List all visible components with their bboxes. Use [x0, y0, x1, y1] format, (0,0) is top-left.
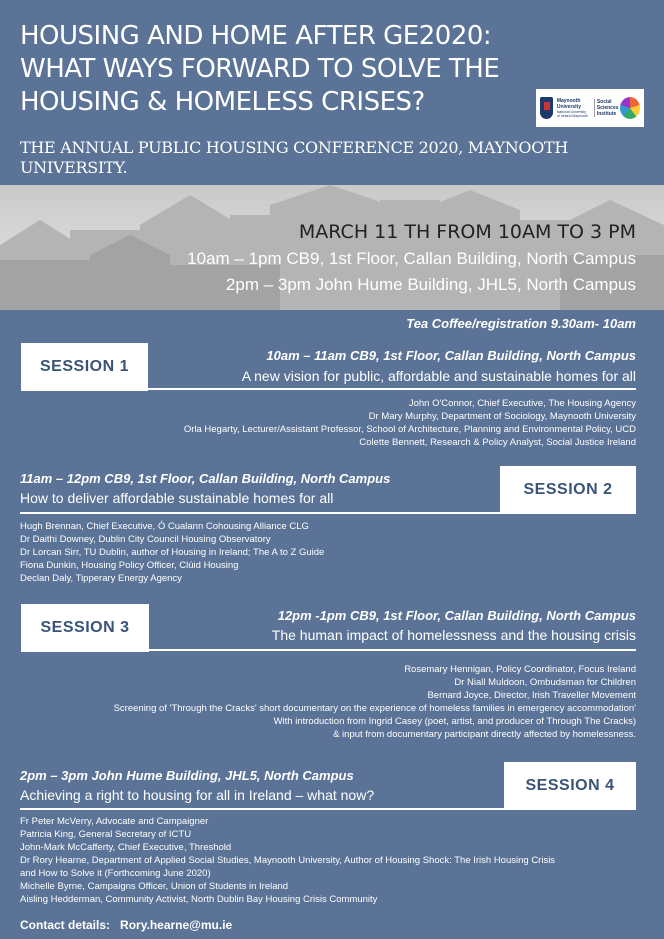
session-3-divider [149, 649, 636, 651]
session-4-time: 2pm – 3pm John Hume Building, JHL5, North Campus [20, 768, 354, 783]
speaker: Rosemary Hennigan, Policy Coordinator, Focus Ireland [404, 664, 636, 675]
speaker: and How to Solve it (Forthcoming June 2020) [20, 868, 211, 879]
session-1-topic: A new vision for public, affordable and sustainable homes for all [241, 368, 636, 384]
speaker: Orla Hegarty, Lecturer/Assistant Professor, School of Architecture, Planning and Environmental Policy, UCD [183, 424, 636, 435]
speaker: Dr Rory Hearne, Department of Applied Social Studies, Maynooth University, Author of Housing Shock: The Irish Housing Crisis [20, 855, 556, 866]
session-4-speakers [20, 815, 555, 906]
session-4-divider [20, 808, 504, 810]
title-line: HOUSING & HOMELESS CRISES? [20, 87, 425, 117]
speaker: With introduction from Ingrid Casey (poet, artist, and producer of Through The Cracks) [273, 716, 636, 727]
speaker: Dr Mary Murphy, Department of Sociology, Maynooth University [368, 411, 636, 422]
session-2-speakers [20, 520, 324, 585]
speaker: Aisling Hedderman, Community Activist, North Dublin Bay Housing Crisis Community [20, 894, 378, 905]
session-3-topic: The human impact of homelessness and the housing crisis [271, 627, 636, 643]
speaker: Screening of 'Through the Cracks' short documentary on the experience of homeless families in emergency accommodation' [113, 703, 636, 714]
speaker: Dr Niall Muldoon, Ombudsman for Children [454, 677, 636, 688]
subtitle: THE ANNUAL PUBLIC HOUSING CONFERENCE 2020, MAYNOOTH UNIVERSITY. [20, 138, 569, 177]
university-logo [536, 89, 644, 127]
speaker: Declan Daly, Tipperary Energy Agency [20, 573, 182, 584]
session-2-divider [20, 512, 500, 514]
session-3-label: SESSION 3 [21, 604, 149, 652]
session-1-divider [148, 388, 636, 390]
speaker: Michelle Byrne, Campaigns Officer, Union of Students in Ireland [20, 881, 289, 892]
contact-email[interactable]: Rory.hearne@mu.ie [120, 918, 233, 932]
contact-details [20, 918, 232, 932]
contact-label: Contact details: [20, 918, 111, 932]
logo-university: Maynooth University [556, 98, 582, 110]
logo-institute: Social Sciences Institute [594, 99, 616, 117]
session-1-time: 10am – 11am CB9, 1st Floor, Callan Building, North Campus [266, 348, 636, 363]
speaker: Fiona Dunkin, Housing Policy Officer, Clúid Housing [20, 560, 239, 571]
event-date: MARCH 11 TH FROM 10AM TO 3 PM [298, 221, 636, 243]
speaker: John-Mark McCafferty, Chief Executive, Threshold [20, 842, 232, 853]
session-3-speakers [114, 663, 636, 741]
speaker: Bernard Joyce, Director, Irish Traveller Movement [427, 690, 636, 701]
title-line: WHAT WAYS FORWARD TO SOLVE THE [20, 54, 500, 84]
speaker: Fr Peter McVerry, Advocate and Campaigner [20, 816, 209, 827]
session-2-topic: How to deliver affordable sustainable homes for all [20, 490, 334, 506]
date-banner [0, 185, 664, 310]
speaker: Hugh Brennan, Chief Executive, Ó Cualann Cohousing Alliance CLG [20, 521, 309, 532]
speaker: Patricia King, General Secretary of ICTU [20, 829, 192, 840]
registration-time: Tea Coffee/registration 9.30am- 10am [406, 316, 636, 331]
session-1-label: SESSION 1 [21, 343, 148, 391]
session-2-label: SESSION 2 [500, 466, 636, 514]
session-4-label: SESSION 4 [504, 762, 636, 810]
location-afternoon: 2pm – 3pm John Hume Building, JHL5, North Campus [225, 275, 636, 294]
speaker: & input from documentary participant directly affected by homelessness. [333, 729, 636, 740]
speaker: Dr Lorcan Sirr, TU Dublin, author of Housing in Ireland; The A to Z Guide [20, 547, 325, 558]
session-1-speakers [184, 397, 636, 449]
session-3-time: 12pm -1pm CB9, 1st Floor, Callan Building, North Campus [277, 608, 636, 623]
logo-university-sub: National University of Ireland Maynooth [556, 110, 588, 118]
speaker: Colette Bennett, Research & Policy Analyst, Social Justice Ireland [359, 437, 636, 448]
session-4-topic: Achieving a right to housing for all in Ireland – what now? [20, 787, 375, 803]
page-title [20, 20, 620, 119]
speaker: Dr Daithi Downey, Dublin City Council Housing Observatory [20, 534, 271, 545]
speaker: John O'Connor, Chief Executive, The Housing Agency [408, 398, 636, 409]
title-line: HOUSING AND HOME AFTER GE2020: [20, 21, 492, 51]
institute-dots-icon [620, 97, 640, 119]
session-2-time: 11am – 12pm CB9, 1st Floor, Callan Building, North Campus [20, 471, 391, 486]
location-morning: 10am – 1pm CB9, 1st Floor, Callan Building, North Campus [187, 249, 636, 268]
crest-icon [540, 97, 553, 119]
